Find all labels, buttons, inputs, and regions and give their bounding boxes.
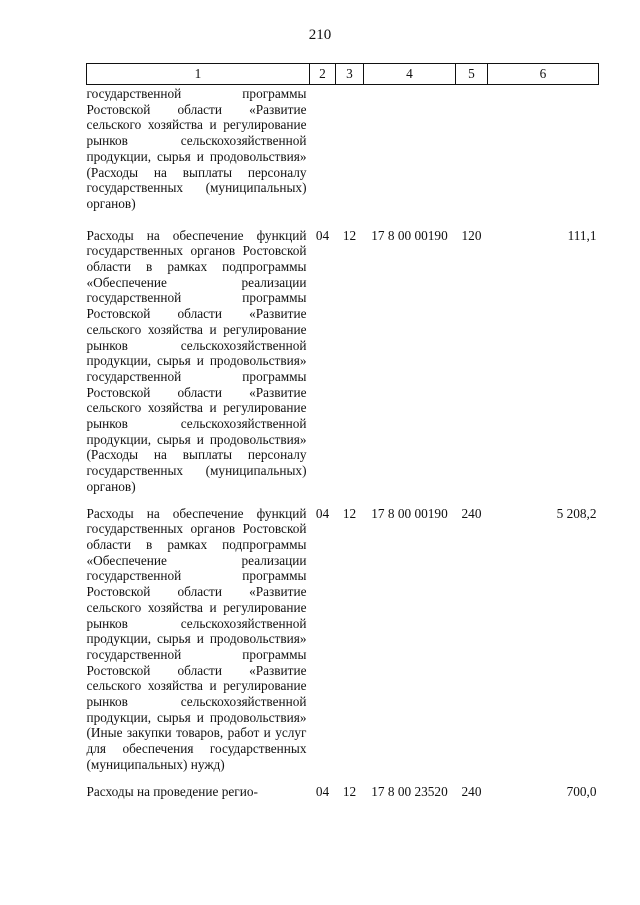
budget-table — [86, 63, 599, 810]
table-row — [87, 85, 599, 228]
row-subsection: 12 — [342, 227, 357, 243]
row-target-code — [364, 85, 456, 228]
page-number: 210 — [308, 27, 332, 43]
column-header: 1 — [87, 64, 310, 85]
column-header: 5 — [456, 64, 488, 85]
row-target-code: 17 8 00 00190 — [371, 227, 448, 243]
row-description: Расходы на обеспечение функций государственных органов Ростовской области в рамках подпрограммы «Обеспечение реализации государственной программы Ростовской области «Развитие сельского хозяйства и регулирование рынков сельскохозяйственной продукции, сырья и продовольствия» государственной программы Ростовской области «Развитие сельского хозяйства и регулирование рынков сельскохозяйственной продукции, сырья и продовольствия» (Расходы на выплаты персоналу государственных (муниципальных) органов) — [86, 227, 307, 494]
table-row — [87, 506, 599, 784]
row-section — [310, 85, 336, 228]
row-expense-type: 240 — [461, 505, 482, 521]
row-subsection: 12 — [342, 505, 357, 521]
table-row — [87, 784, 599, 811]
row-description: государственной программы Ростовской области «Развитие сельского хозяйства и регулирование рынков сельскохозяйственной продукции, сырья и продовольствия» (Расходы на выплаты персоналу государственных (муниципальных) органов) — [86, 86, 307, 211]
row-description: Расходы на проведение регио- — [86, 783, 258, 799]
table-row — [87, 228, 599, 506]
row-expense-type: 120 — [461, 227, 482, 243]
row-amount — [488, 85, 599, 228]
column-header: 3 — [336, 64, 364, 85]
row-subsection: 12 — [342, 783, 357, 799]
row-description: Расходы на обеспечение функций государственных органов Ростовской области в рамках подпрограммы «Обеспечение реализации государственной программы Ростовской области «Развитие сельского хозяйства и регулирование рынков сельскохозяйственной продукции, сырья и продовольствия» государственной программы Ростовской области «Развитие сельского хозяйства и регулирование рынков сельскохозяйственной продукции, сырья и продовольствия» (Иные закупки товаров, работ и услуг для обеспечения государственных (муниципальных) нужд) — [86, 505, 307, 772]
row-amount: 5 208,2 — [556, 505, 597, 521]
row-amount: 111,1 — [567, 227, 597, 243]
row-section: 04 — [315, 227, 330, 243]
row-subsection — [336, 85, 364, 228]
row-expense-type: 240 — [461, 783, 482, 799]
row-target-code: 17 8 00 00190 — [371, 505, 448, 521]
row-expense-type — [456, 85, 488, 228]
column-header: 4 — [364, 64, 456, 85]
row-target-code: 17 8 00 23520 — [371, 783, 448, 799]
column-header: 6 — [488, 64, 599, 85]
row-section: 04 — [315, 505, 330, 521]
row-amount: 700,0 — [566, 783, 597, 799]
table-header-row — [87, 64, 599, 85]
row-section: 04 — [315, 783, 330, 799]
column-header: 2 — [310, 64, 336, 85]
